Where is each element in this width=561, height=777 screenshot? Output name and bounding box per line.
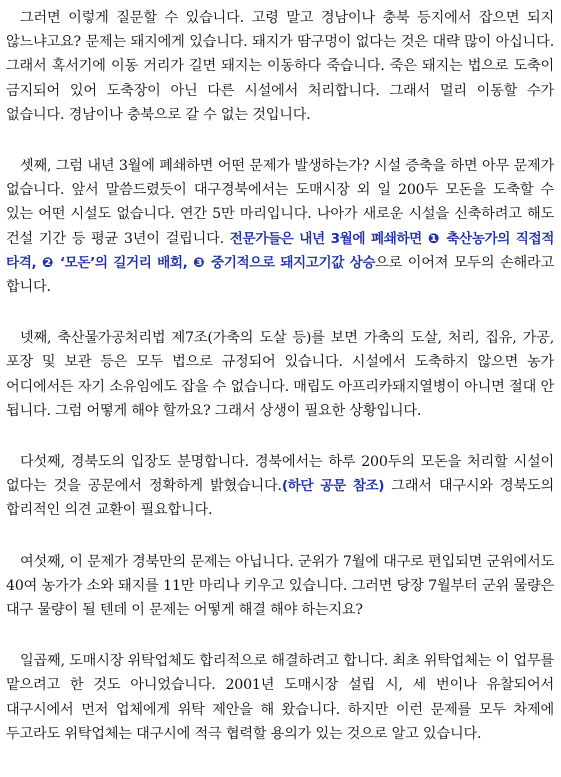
- paragraph-3: [6, 326, 554, 423]
- paragraph-4-text: 다섯째, 경북도의 입장도 분명합니다. 경북에서는 하루 200두의 모돈을 처리할 시설이 없다는 것을 공문에서 정확하게 밝혔습니다.: [6, 454, 554, 495]
- paragraph-2-highlight: 전문가들은 내년 3월에 폐쇄하면 ❶ 축산농가의 직접적 타격, ❷ ‘모돈’의 길거리 배회, ❸ 중기적으로 돼지고기값 상승: [6, 230, 554, 271]
- paragraph-3-text: 넷째, 축산물가공처리법 제7조(가축의 도살 등)를 보면 가축의 도살, 처리, 집유, 가공, 포장 및 보관 등은 모두 법으로 규정되어 있습니다. 시설에서 도축하지 않으면 농가 어디에서든 자기 소유임에도 잡을 수 없습니다. 매립도 아프리카돼지열병이 아니면 절대 안 됩니다. 그럼 어떻게 해야 할까요? 그래서 상생이 필요한 상황입니다.: [6, 330, 554, 419]
- paragraph-4-highlight: (하단 공문 참조): [281, 478, 385, 495]
- paragraph-2: [6, 154, 554, 299]
- paragraph-6: [6, 649, 554, 746]
- paragraph-1-text: 그러면 이렇게 질문할 수 있습니다. 고령 말고 경남이나 충북 등지에서 잡으면 되지 않느냐고요? 문제는 돼지에게 있습니다. 돼지가 땀구멍이 없다는 것은 대략 많이 아십니다. 그래서 혹서기에 이동 거리가 길면 돼지는 이동하다 죽습니다. 죽은 돼지는 법으로 도축이 금지되어 있어 도축장이 아닌 다른 시설에서 처리합니다. 그래서 멀리 이동할 수가 없습니다. 경남이나 충북으로 갈 수 없는 것입니다.: [6, 10, 554, 123]
- paragraph-1: [6, 6, 554, 127]
- paragraph-4: [6, 450, 554, 523]
- paragraph-2-text: 셋째, 그럼 내년 3월에 폐쇄하면 어떤 문제가 발생하는가? 시설 증축을 하면 아무 문제가 없습니다. 앞서 말씀드렸듯이 대구경북에서는 도매시장 외 일 200두 모돈을 도축할 수 있는 어떤 시설도 없습니다. 연간 5만 마리입니다. 나아가 새로운 시설을 신축하려고 해도 건설 기간 등 평균 3년이 걸립니다.: [6, 158, 554, 247]
- paragraph-2-text-end: 으로 이어져 모두의 손해라고 합니다.: [6, 254, 555, 296]
- paragraph-6-text: 일곱째, 도매시장 위탁업체도 합리적으로 해결하려고 합니다. 최초 위탁업체는 이 업무를 맡으려고 한 것도 아니었습니다. 2001년 도매시장 설립 시, 세 번이나 유찰되어서 대구시에서 먼저 업체에게 위탁 제안을 해 왔습니다. 하지만 이런 문제를 모두 차제에 두고라도 위탁업체는 대구시에 적극 협력할 용의가 있는 것으로 알고 있습니다.: [6, 653, 554, 742]
- paragraph-4-text-end: 그래서 대구시와 경북도의 합리적인 의견 교환이 필요합니다.: [6, 478, 554, 519]
- paragraph-5-text: 여섯째, 이 문제가 경북만의 문제는 아닙니다. 군위가 7월에 대구로 편입되면 군위에서도 40여 농가가 소와 돼지를 11만 마리나 키우고 있습니다. 그러면 당장 7월부터 군위 물량은 대구 물량이 될 텐데 이 문제는 어떻게 해결 해야 하는지요?: [6, 553, 554, 619]
- paragraph-5: [6, 550, 554, 623]
